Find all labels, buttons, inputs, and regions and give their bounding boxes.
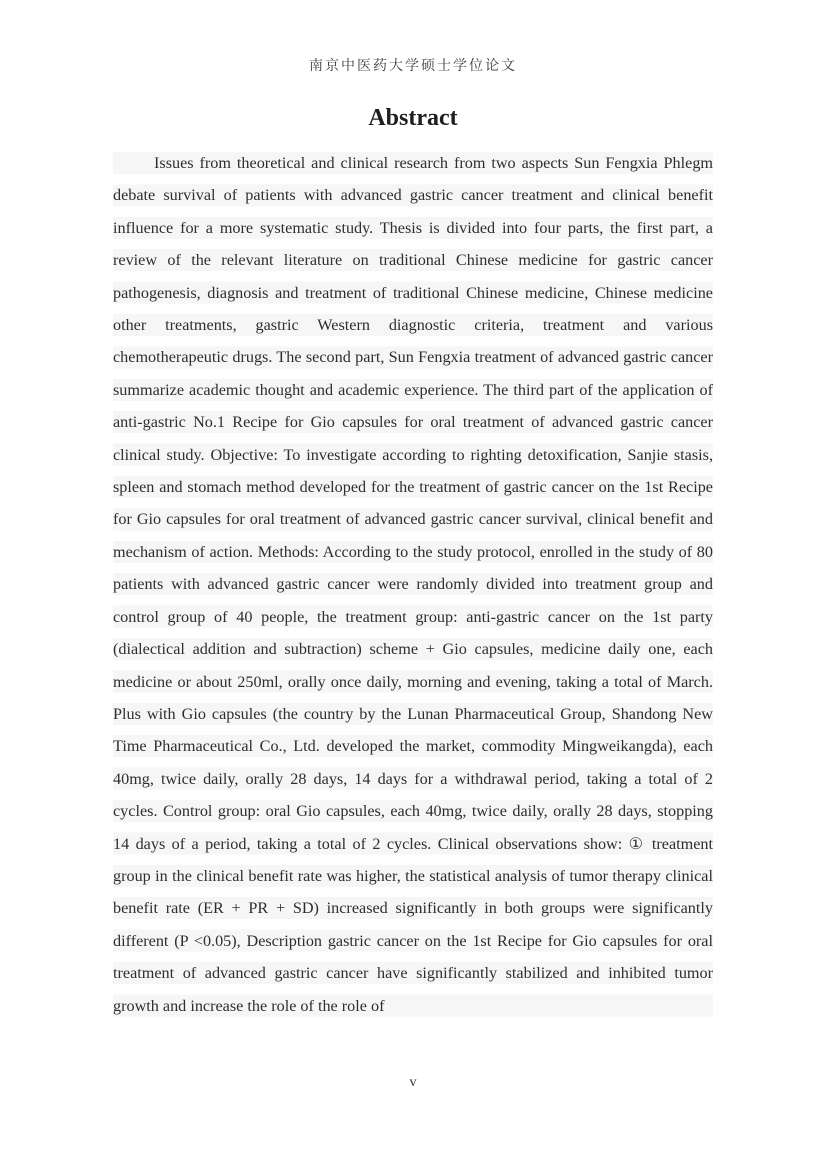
running-header: 南京中医药大学硕士学位论文: [309, 59, 517, 74]
abstract-title: Abstract: [368, 105, 458, 131]
page-number: v: [409, 1075, 417, 1090]
abstract-paragraph: Issues from theoretical and clinical research from two aspects Sun Fengxia Phlegm debate survival of patients with advanced gastric cancer treatment and clinical benefit influence for a more systematic study. Thesis is divided into four parts, the first part, a review of the relevant literature on traditional Chinese medicine for gastric cancer pathogenesis, diagnosis and treatment of traditional Chinese medicine, Chinese medicine other treatments, gastric Western diagnostic criteria, treatment and various chemotherapeutic drugs. The second part, Sun Fengxia treatment of advanced gastric cancer summarize academic thought and academic experience. The third part of the application of anti-gastric No.1 Recipe for Gio capsules for oral treatment of advanced gastric cancer clinical study. Objective: To investigate according to righting detoxification, Sanjie stasis, spleen and stomach method developed for the treatment of gastric cancer on the 1st Recipe for Gio capsules for oral treatment of advanced gastric cancer survival, clinical benefit and mechanism of action. Methods: According to the study protocol, enrolled in the study of 80 patients with advanced gastric cancer were randomly divided into treatment group and control group of 40 people, the treatment group: anti-gastric cancer on the 1st party (dialectical addition and subtraction) scheme + Gio capsules, medicine daily one, each medicine or about 250ml, orally once daily, morning and evening, taking a total of March. Plus with Gio capsules (the country by the Lunan Pharmaceutical Group, Shandong New Time Pharmaceutical Co., Ltd. developed the market, commodity Mingweikangda), each 40mg, twice daily, orally 28 days, 14 days for a withdrawal period, taking a total of 2 cycles. Control group: oral Gio capsules, each 40mg, twice daily, orally 28 days, stopping 14 days of a period, taking a total of 2 cycles. Clinical observations show: ① treatment group in the clinical benefit rate was higher, the statistical analysis of tumor therapy clinical benefit rate (ER + PR + SD) increased significantly in both groups were significantly different (P <0.05), Description gastric cancer on the 1st Recipe for Gio capsules for oral treatment of advanced gastric cancer have significantly stabilized and inhibited tumor growth and increase the role of the role of: [113, 147, 713, 1022]
